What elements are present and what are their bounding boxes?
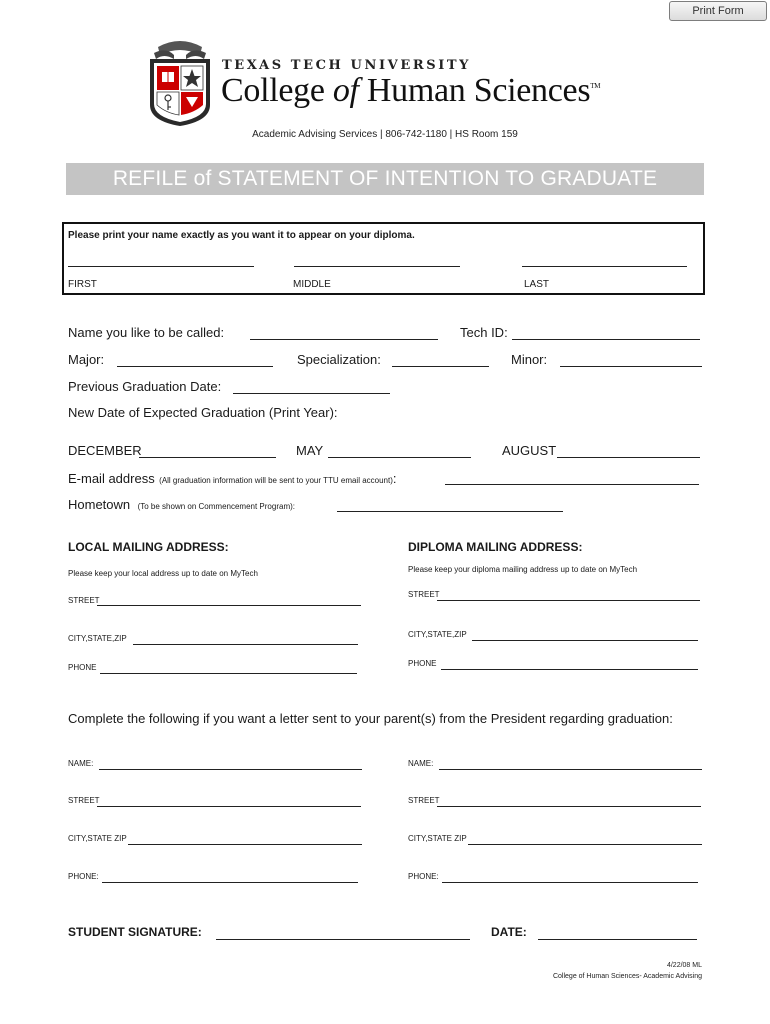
diploma-phone-field[interactable]	[441, 655, 698, 670]
minor-label: Minor:	[511, 352, 548, 367]
parent2-city-label: CITY,STATE ZIP	[408, 834, 467, 843]
minor-field[interactable]	[560, 352, 702, 367]
parent2-name-field[interactable]	[439, 755, 702, 770]
parent2-name-label: NAME:	[408, 759, 434, 768]
previous-graduation-field[interactable]	[233, 379, 390, 394]
diploma-phone-label: PHONE	[408, 659, 437, 668]
august-label: AUGUST	[502, 443, 557, 458]
parent1-phone-field[interactable]	[102, 868, 358, 883]
local-address-heading: LOCAL MAILING ADDRESS:	[68, 540, 229, 554]
major-field[interactable]	[117, 352, 273, 367]
parent1-name-label: NAME:	[68, 759, 94, 768]
parent1-city-label: CITY,STATE ZIP	[68, 834, 127, 843]
email-note: (All graduation information will be sent to your TTU email account)	[159, 476, 393, 485]
first-name-field[interactable]	[68, 252, 254, 267]
ttu-seal-icon	[148, 35, 212, 127]
local-address-note: Please keep your local address up to date on MyTech	[68, 569, 258, 578]
techid-field[interactable]	[512, 325, 700, 340]
parent1-name-field[interactable]	[99, 755, 362, 770]
form-title: REFILE of STATEMENT OF INTENTION TO GRADUATE	[66, 163, 704, 195]
major-label: Major:	[68, 352, 105, 367]
last-name-field[interactable]	[522, 252, 687, 267]
techid-label: Tech ID:	[460, 325, 508, 340]
december-label: DECEMBER	[68, 443, 142, 458]
new-graduation-label: New Date of Expected Graduation (Print Year):	[68, 405, 338, 420]
diploma-address-note: Please keep your diploma mailing address up to date on MyTech	[408, 565, 638, 574]
parent1-street-field[interactable]	[97, 792, 361, 807]
december-field[interactable]	[139, 443, 276, 458]
previous-graduation-label: Previous Graduation Date:	[68, 379, 222, 394]
local-phone-field[interactable]	[100, 659, 357, 674]
hometown-field[interactable]	[337, 497, 563, 512]
parent2-phone-field[interactable]	[442, 868, 698, 883]
email-label-row: E-mail address (All graduation information will be sent to your TTU email account):	[68, 471, 397, 486]
may-label: MAY	[296, 443, 324, 458]
local-street-field[interactable]	[97, 591, 361, 606]
called-name-field[interactable]	[250, 325, 438, 340]
hometown-label: Hometown	[68, 497, 131, 512]
footer-office: College of Human Sciences- Academic Advising	[552, 973, 702, 980]
diploma-city-label: CITY,STATE,ZIP	[408, 630, 467, 639]
diploma-address-heading: DIPLOMA MAILING ADDRESS:	[408, 540, 583, 554]
parent2-city-field[interactable]	[468, 830, 702, 845]
diploma-city-field[interactable]	[472, 626, 698, 641]
parent1-city-field[interactable]	[128, 830, 362, 845]
middle-name-field[interactable]	[294, 252, 460, 267]
footer-revision: 4/22/08 ML	[666, 962, 702, 969]
first-label: FIRST	[68, 279, 97, 290]
contact-info: Academic Advising Services | 806-742-1180 | HS Room 159	[252, 129, 518, 140]
college-name: College of Human Sciences™	[221, 72, 601, 109]
student-signature-label: STUDENT SIGNATURE:	[68, 925, 202, 939]
local-street-label: STREET	[68, 596, 100, 605]
local-city-label: CITY,STATE,ZIP	[68, 634, 127, 643]
local-city-field[interactable]	[133, 630, 358, 645]
signature-date-label: DATE:	[491, 925, 527, 939]
specialization-label: Specialization:	[297, 352, 381, 367]
middle-label: MIDDLE	[293, 279, 331, 290]
email-field[interactable]	[445, 470, 699, 485]
email-label: E-mail address	[68, 471, 155, 486]
hometown-note: (To be shown on Commencement Program):	[137, 502, 295, 511]
called-name-label: Name you like to be called:	[68, 325, 225, 340]
print-form-button[interactable]: Print Form	[669, 1, 767, 21]
parent2-street-label: STREET	[408, 796, 440, 805]
diploma-name-instruction: Please print your name exactly as you want it to appear on your diploma.	[68, 230, 415, 241]
student-signature-field[interactable]	[216, 925, 470, 940]
last-label: LAST	[524, 279, 550, 290]
parent1-street-label: STREET	[68, 796, 100, 805]
local-phone-label: PHONE	[68, 663, 97, 672]
diploma-street-field[interactable]	[437, 586, 700, 601]
hometown-label-row	[68, 496, 295, 514]
diploma-street-label: STREET	[408, 590, 440, 599]
parent1-phone-label: PHONE:	[68, 872, 99, 881]
may-field[interactable]	[328, 443, 471, 458]
august-field[interactable]	[557, 443, 700, 458]
signature-date-field[interactable]	[538, 925, 697, 940]
parent2-phone-label: PHONE:	[408, 872, 439, 881]
parent-letter-instruction: Complete the following if you want a letter sent to your parent(s) from the President regarding graduation:	[68, 711, 673, 726]
specialization-field[interactable]	[392, 352, 489, 367]
parent2-street-field[interactable]	[437, 792, 701, 807]
university-name: TEXAS TECH UNIVERSITY	[222, 58, 472, 73]
